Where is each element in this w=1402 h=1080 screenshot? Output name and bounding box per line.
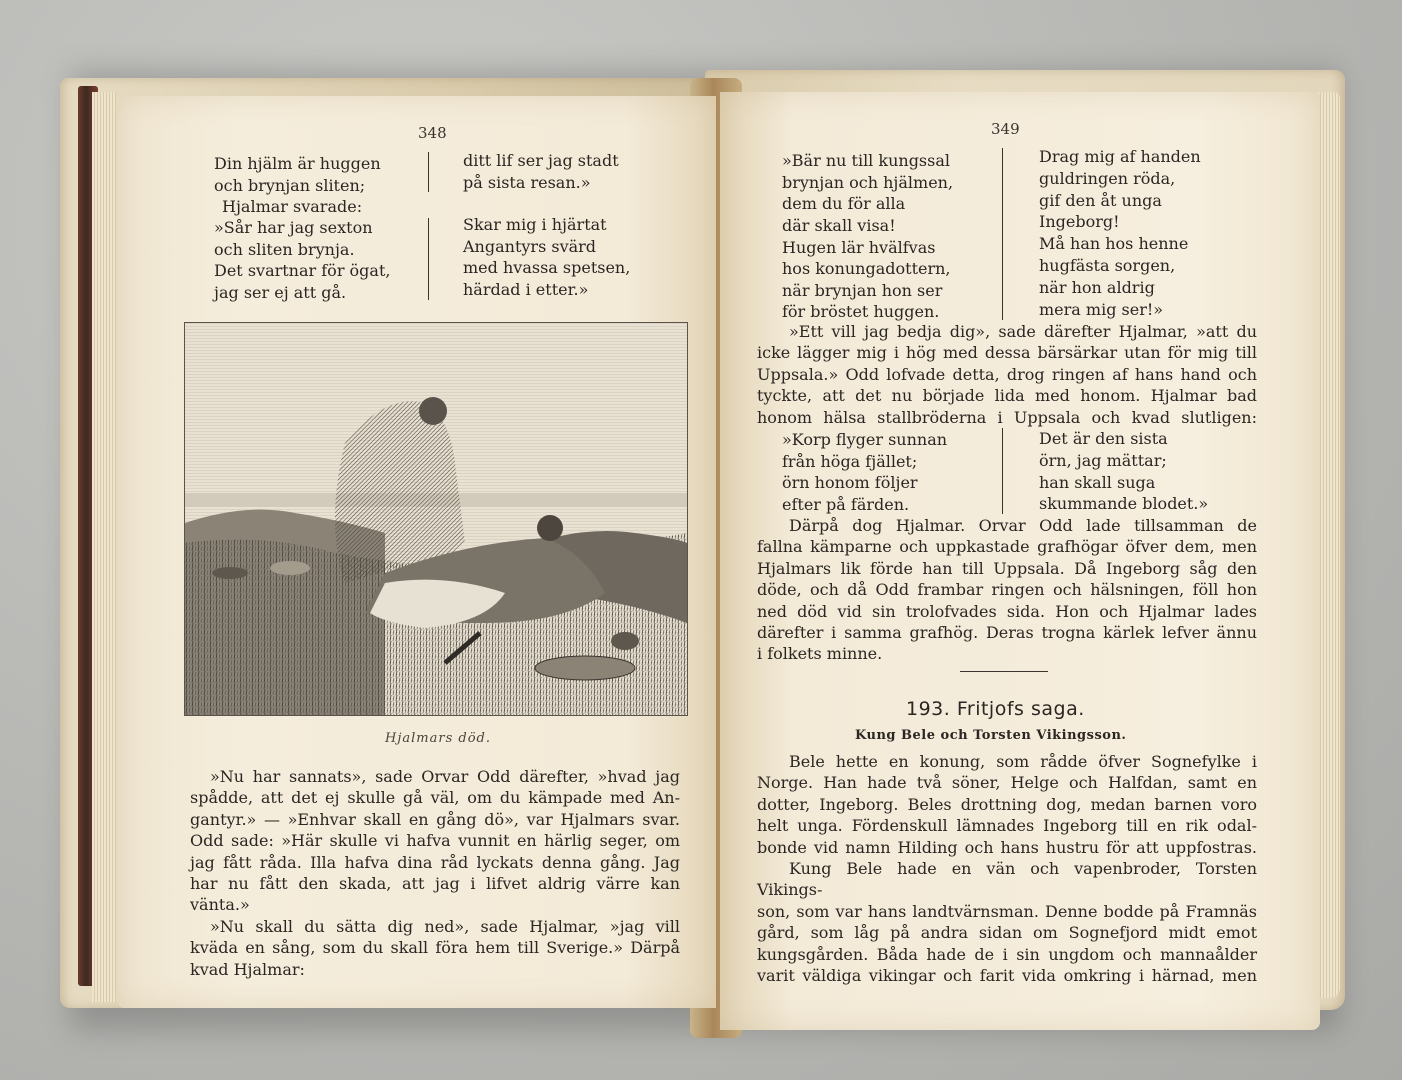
verse-line: »Sår har jag sexton bbox=[214, 218, 373, 237]
verse-line: och brynjan sliten; bbox=[214, 176, 366, 195]
prose-line: kungsgården. Båda hade de i sin ungdom och mannaålder bbox=[757, 944, 1257, 964]
verse-line: Skar mig i hjärtat bbox=[463, 215, 607, 234]
prose-line: Bele hette en konung, som rådde öfver Sognefylke i bbox=[789, 752, 1257, 771]
verse-line: brynjan och hjälmen, bbox=[782, 173, 954, 192]
verse-line: Hjalmar svarade: bbox=[222, 197, 363, 216]
verse-line: härdad i etter.» bbox=[463, 280, 589, 299]
verse-line: på sista resan.» bbox=[463, 173, 591, 192]
verse-divider bbox=[1002, 148, 1003, 320]
verse-line: Drag mig af handen bbox=[1039, 147, 1201, 166]
prose-line: ned död vid sin trolofvades sida. Hon och Hjalmar lades bbox=[757, 601, 1257, 621]
verse-line: efter på färden. bbox=[782, 495, 910, 514]
prose-line: helt unga. Fördenskull lämnades Ingeborg till en rik odal- bbox=[757, 816, 1257, 836]
verse-line: ditt lif ser jag stadt bbox=[463, 151, 619, 170]
prose-line: har nu fått den skada, att jag i lifvet aldrig värre kan vänta.» bbox=[190, 874, 680, 915]
verse-divider bbox=[428, 218, 429, 300]
verse-line: Det svartnar för ögat, bbox=[214, 261, 391, 280]
verse-divider bbox=[428, 152, 429, 192]
prose-line: »Ett vill jag bedja dig», sade därefter Hjalmar, »att du bbox=[789, 322, 1257, 341]
prose-line: kväda en sång, som du skall föra hem till Sverige.» Därpå bbox=[190, 938, 680, 958]
prose-line: dotter, Ingeborg. Beles drottning dog, medan barnen voro bbox=[757, 794, 1257, 814]
verse-line: hugfästa sorgen, bbox=[1039, 256, 1176, 275]
verse-line: Ingeborg! bbox=[1039, 212, 1120, 231]
page-edges-right bbox=[1318, 92, 1340, 998]
verse-line: mera mig ser!» bbox=[1039, 300, 1164, 319]
prose-line: Hjalmars lik förde han till Uppsala. Då Ingeborg såg den bbox=[757, 558, 1257, 578]
verse-line: med hvassa spetsen, bbox=[463, 258, 631, 277]
verse-divider bbox=[1002, 428, 1003, 514]
left-prose bbox=[190, 766, 680, 980]
page-edges-left bbox=[92, 92, 116, 1002]
verse-line: Hugen lär hvälfvas bbox=[782, 238, 936, 257]
prose-line: gård, som låg på andra sidan om Sognefjord midt emot bbox=[757, 923, 1257, 943]
prose-line: tyckte, att det nu började lida med honom. Hjalmar bad bbox=[757, 386, 1257, 406]
prose-line: Därpå dog Hjalmar. Orvar Odd lade tillsamman de bbox=[789, 516, 1257, 535]
verse-line: örn, jag mättar; bbox=[1039, 451, 1167, 470]
verse-line: från höga fjället; bbox=[782, 452, 918, 471]
prose-line: jag fått råda. Illa hafva dina råd lyckats denna gång. Jag bbox=[190, 852, 680, 872]
illustration-caption: Hjalmars död. bbox=[385, 731, 491, 746]
verse-line: dem du för alla bbox=[782, 194, 906, 213]
verse-line: Det är den sista bbox=[1039, 429, 1168, 448]
verse-line: guldringen röda, bbox=[1039, 169, 1176, 188]
verse-line: »Korp flyger sunnan bbox=[782, 430, 948, 449]
verse-line: jag ser ej att gå. bbox=[214, 283, 347, 302]
prose-line: varit väldiga vikingar och farit vida omkring i härnad, men bbox=[757, 966, 1257, 986]
verse-line: för bröstet huggen. bbox=[782, 302, 940, 321]
prose-line: spådde, att det ej skulle gå väl, om du kämpade med An- bbox=[190, 788, 680, 808]
prose-line: Norge. Han hade två söner, Helge och Halfdan, samt en bbox=[757, 773, 1257, 793]
prose-line: son, som var hans landtvärnsman. Denne bodde på Framnäs bbox=[757, 901, 1257, 921]
verse-line: gif den åt unga bbox=[1039, 191, 1162, 210]
engraving-illustration bbox=[184, 322, 688, 716]
prose-line: honom hälsa stallbröderna i Uppsala och kvad slutligen: bbox=[757, 407, 1257, 427]
prose-line: kvad Hjalmar: bbox=[190, 959, 305, 979]
section-subtitle: Kung Bele och Torsten Vikingsson. bbox=[855, 728, 1127, 743]
prose-line: Odd sade: »Här skulle vi hafva vunnit en härlig seger, om bbox=[190, 831, 680, 851]
right-prose-1 bbox=[757, 321, 1257, 428]
prose-line: bonde vid namn Hilding och hans hustru för att uppfostras. bbox=[757, 837, 1257, 857]
prose-line: »Nu skall du sätta dig ned», sade Hjalmar, »jag vill bbox=[210, 916, 680, 936]
prose-line: gantyr.» — »Enhvar skall en gång dö», var Hjalmars svar. bbox=[190, 809, 680, 829]
verse-line: hos konungadottern, bbox=[782, 259, 951, 278]
right-prose-2 bbox=[757, 515, 1257, 665]
right-prose-3 bbox=[757, 751, 1257, 986]
section-divider bbox=[960, 671, 1048, 672]
prose-line: Kung Bele hade en vän och vapenbroder, Torsten Vikings- bbox=[757, 859, 1257, 900]
verse-line: »Bär nu till kungssal bbox=[782, 151, 951, 170]
prose-line: i folkets minne. bbox=[757, 644, 883, 664]
verse-line: Din hjälm är huggen bbox=[214, 154, 381, 173]
verse-line: han skall suga bbox=[1039, 473, 1156, 492]
engraving-drawing bbox=[185, 323, 687, 715]
verse-line: Angantyrs svärd bbox=[463, 237, 597, 256]
page-number-right: 349 bbox=[991, 120, 1020, 138]
verse-line: när hon aldrig bbox=[1039, 278, 1155, 297]
verse-line: Må han hos henne bbox=[1039, 234, 1189, 253]
prose-line: »Nu har sannats», sade Orvar Odd därefter, »hvad jag bbox=[210, 767, 680, 786]
verse-line: och sliten brynja. bbox=[214, 240, 355, 259]
prose-line: fallna kämparne och uppkastade grafhögar öfver dem, men bbox=[757, 537, 1257, 557]
prose-line: icke lägger mig i hög med dessa bärsärkar utan för mig till bbox=[757, 343, 1257, 363]
verse-line: skummande blodet.» bbox=[1039, 494, 1209, 513]
verse-line: där skall visa! bbox=[782, 216, 896, 235]
verse-line: när brynjan hon ser bbox=[782, 281, 943, 300]
verse-line: örn honom följer bbox=[782, 473, 918, 492]
prose-line: därefter i samma grafhög. Deras trogna kärlek lefver ännu bbox=[757, 623, 1257, 643]
prose-line: döde, och då Odd frambar ringen och hälsningen, föll hon bbox=[757, 580, 1257, 600]
page-number-left: 348 bbox=[418, 124, 447, 142]
section-title: 193. Fritjofs saga. bbox=[906, 698, 1085, 720]
prose-line: Uppsala.» Odd lofvade detta, drog ringen af hans hand och bbox=[757, 364, 1257, 384]
